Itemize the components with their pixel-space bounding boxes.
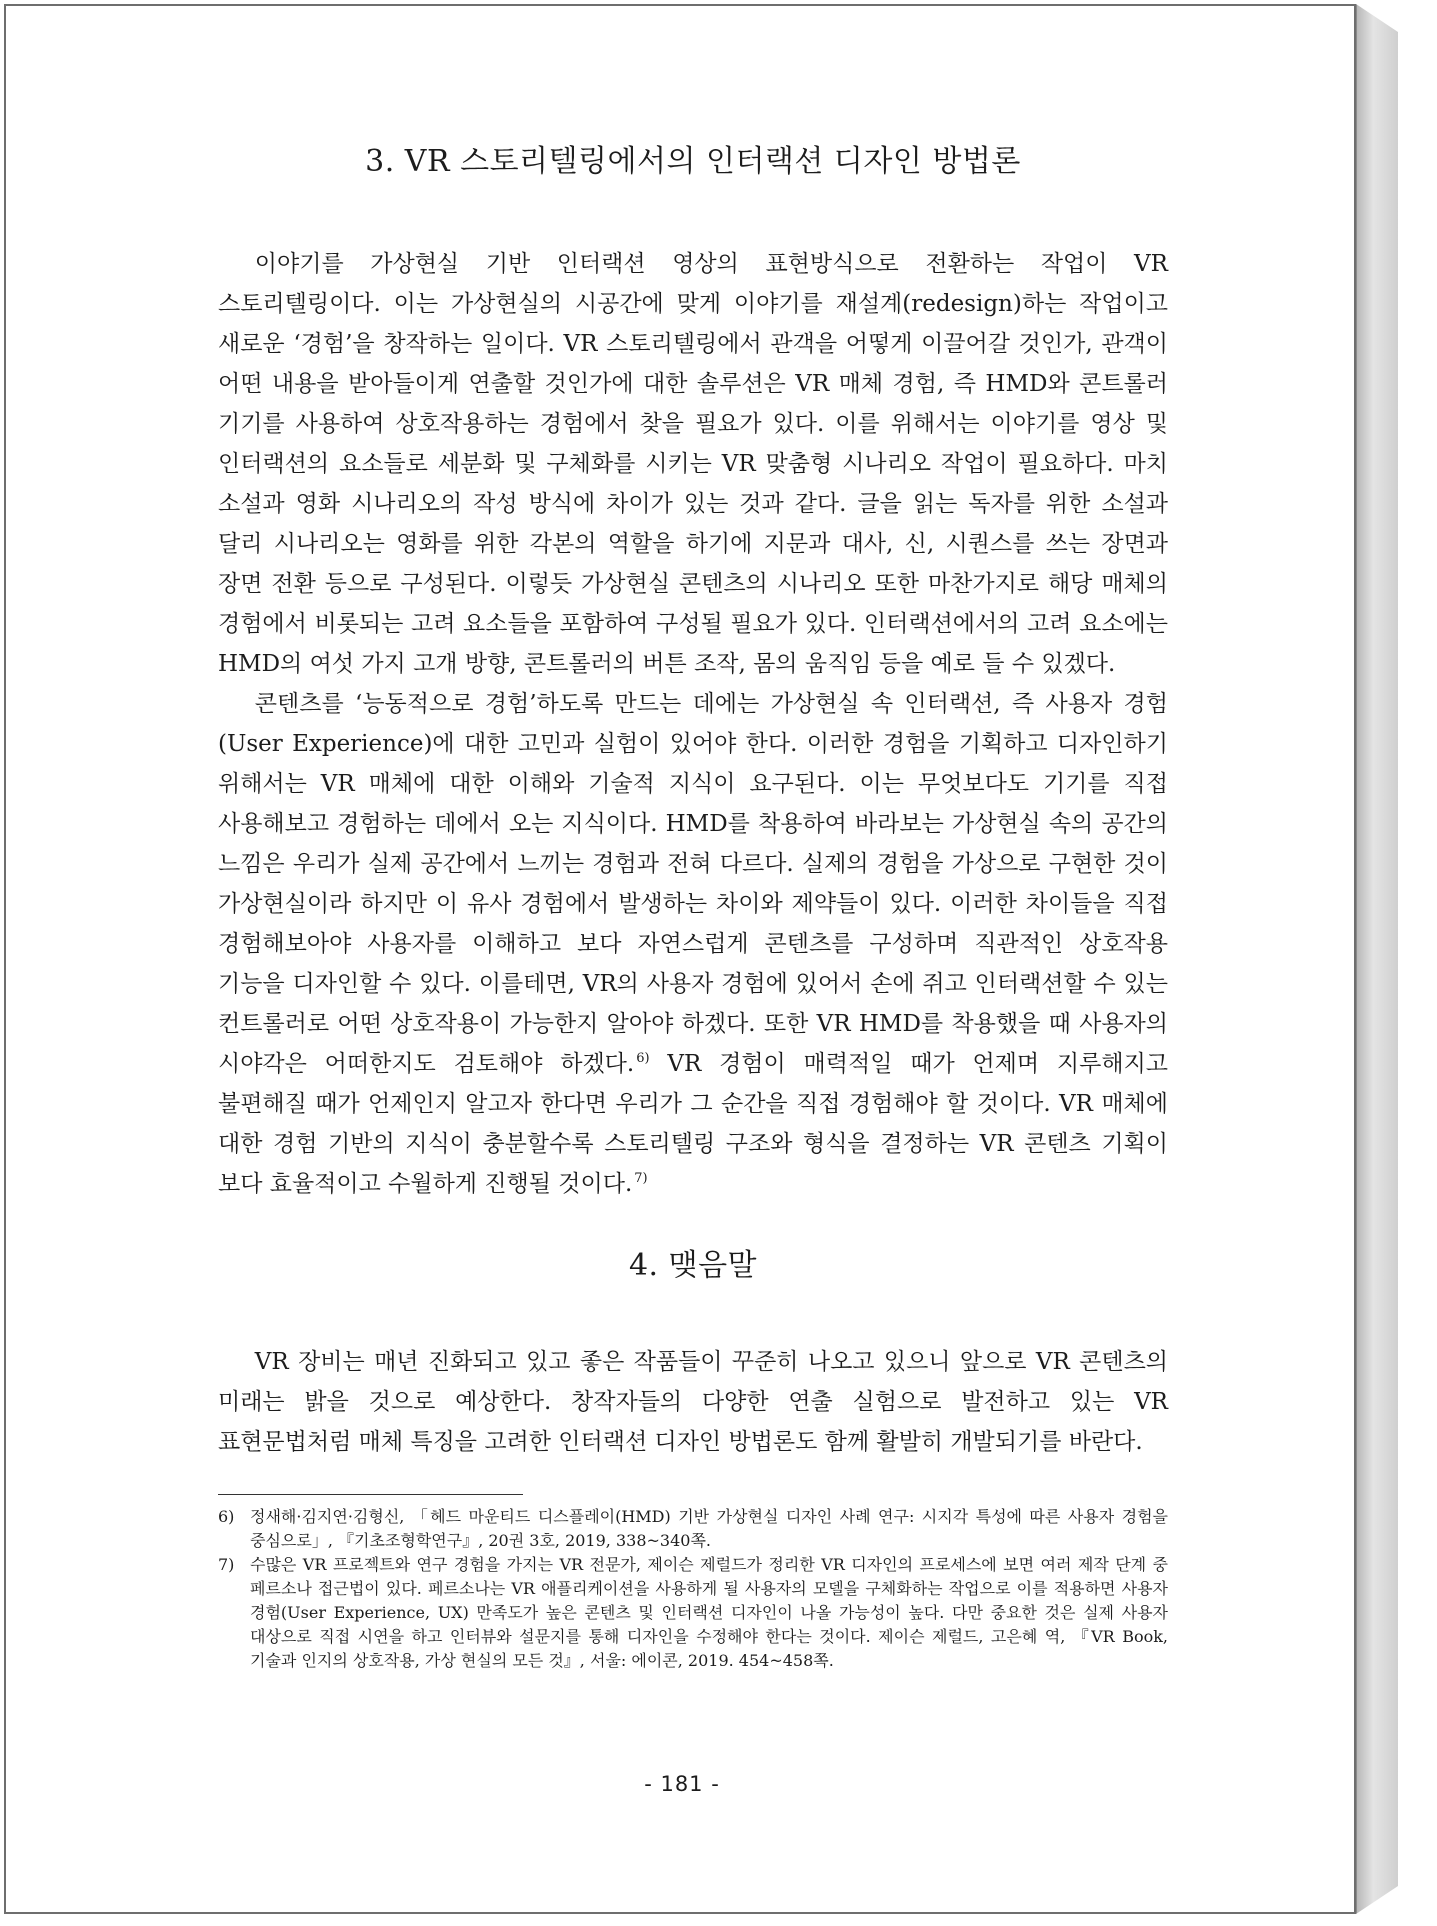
book-page-edge: [1356, 4, 1398, 1914]
section-4-paragraph-1: VR 장비는 매년 진화되고 있고 좋은 작품들이 꾸준히 나오고 있으니 앞으로 VR 콘텐츠의 미래는 밝을 것으로 예상한다. 창작자들의 다양한 연출 실험으로 발전하고 있는 VR 표현문법처럼 매체 특징을 고려한 인터랙션 디자인 방법론도 함께 활발히 개발되기를 바란다.: [218, 1349, 1168, 1455]
footnote-divider: [218, 1494, 523, 1495]
section-4-heading: 4. 맺음말: [628, 1248, 758, 1283]
page-content: [218, 126, 1168, 1673]
footnotes: [218, 1505, 1168, 1673]
section-3-paragraph-1: 이야기를 가상현실 기반 인터랙션 영상의 표현방식으로 전환하는 작업이 VR 스토리텔링이다. 이는 가상현실의 시공간에 맞게 이야기를 재설계(redesign)하는 작업이고 새로운 ‘경험’을 창작하는 일이다. VR 스토리텔링에서 관객을 어떻게 이끌어갈 것인가, 관객이 어떤 내용을 받아들이게 연출할 것인가에 대한 솔루션은 VR 매체 경험, 즉 HMD와 콘트롤러 기기를 사용하여 상호작용하는 경험에서 찾을 필요가 있다. 이를 위해서는 이야기를 영상 및 인터랙션의 요소들로 세분화 및 구체화를 시키는 VR 맞춤형 시나리오 작업이 필요하다. 마치 소설과 영화 시나리오의 작성 방식에 차이가 있는 것과 같다. 글을 읽는 독자를 위한 소설과 달리 시나리오는 영화를 위한 각본의 역할을 하기에 지문과 대사, 신, 시퀀스를 쓰는 장면과 장면 전환 등으로 구성된다. 이렇듯 가상현실 콘텐츠의 시나리오 또한 마찬가지로 해당 매체의 경험에서 비롯되는 고려 요소들을 포함하여 구성될 필요가 있다. 인터랙션에서의 고려 요소에는 HMD의 여섯 가지 고개 방향, 콘트롤러의 버튼 조작, 몸의 움직임 등을 예로 들 수 있겠다.: [218, 251, 1168, 677]
footnote-number: 7): [218, 1555, 235, 1574]
footnote-7: [218, 1553, 1168, 1673]
section-4-body: [218, 1342, 1168, 1462]
footnote-number: 6): [218, 1507, 235, 1526]
section-3-body: [218, 244, 1168, 1204]
section-3-paragraph-2-part-b: VR 경험이 매력적일 때가 언제며 지루해지고 불편해질 때가 언제인지 알고자 한다면 우리가 그 순간을 직접 경험해야 할 것이다. VR 매체에 대한 경험 기반의 지식이 충분할수록 스토리텔링 구조와 형식을 결정하는 VR 콘텐츠 기획이 보다 효율적이고 수월하게 진행될 것이다.: [218, 1051, 1169, 1197]
footnote-text: 수많은 VR 프로젝트와 연구 경험을 가지는 VR 전문가, 제이슨 제럴드가 정리한 VR 디자인의 프로세스에 보면 여러 제작 단계 중 페르소나 접근법이 있다. 페르소나는 VR 애플리케이션을 사용하게 될 사용자의 모델을 구체화하는 작업으로 이를 적용하면 사용자 경험(User Experience, UX) 만족도가 높은 콘텐츠 및 인터랙션 디자인이 나올 가능성이 높다. 다만 중요한 것은 실제 사용자 대상으로 직접 시연을 하고 인터뷰와 설문지를 통해 디자인을 수정해야 한다는 것이다. 제이슨 제럴드, 고은혜 역, 『VR Book, 기술과 인지의 상호작용, 가상 현실의 모든 것』, 서울: 에이콘, 2019. 454~458쪽.: [250, 1555, 1168, 1670]
footnote-ref-7[interactable]: 7): [634, 1171, 648, 1187]
document-page: [4, 4, 1356, 1914]
section-3-paragraph-2-part-a: 콘텐츠를 ‘능동적으로 경험’하도록 만드는 데에는 가상현실 속 인터랙션, 즉 사용자 경험(User Experience)에 대한 고민과 실험이 있어야 한다. 이러한 경험을 기획하고 디자인하기 위해서는 VR 매체에 대한 이해와 기술적 지식이 요구된다. 이는 무엇보다도 기기를 직접 사용해보고 경험하는 데에서 오는 지식이다. HMD를 착용하여 바라보는 가상현실 속의 공간의 느낌은 우리가 실제 공간에서 느끼는 경험과 전혀 다르다. 실제의 경험을 가상으로 구현한 것이 가상현실이라 하지만 이 유사 경험에서 발생하는 차이와 제약들이 있다. 이러한 차이들을 직접 경험해보아야 사용자를 이해하고 보다 자연스럽게 콘텐츠를 구성하며 직관적인 상호작용 기능을 디자인할 수 있다. 이를테면, VR의 사용자 경험에 있어서 손에 쥐고 인터랙션할 수 있는 컨트롤러로 어떤 상호작용이 가능한지 알아야 하겠다. 또한 VR HMD를 착용했을 때 사용자의 시야각은 어떠한지도 검토해야 하겠다.: [218, 691, 1168, 1077]
section-3-paragraph-2: [218, 684, 1168, 1204]
section-3-heading: 3. VR 스토리텔링에서의 인터랙션 디자인 방법론: [365, 144, 1021, 179]
footnote-text: 정새해·김지연·김형신, 「헤드 마운티드 디스플레이(HMD) 기반 가상현실 디자인 사례 연구: 시지각 특성에 따른 사용자 경험을 중심으로」, 『기초조형학연구』, 20권 3호, 2019, 338~340쪽.: [250, 1507, 1168, 1550]
footnote-ref-6[interactable]: 6): [636, 1051, 650, 1067]
page-number: - 181 -: [644, 1772, 720, 1796]
footnote-6: [218, 1505, 1168, 1553]
